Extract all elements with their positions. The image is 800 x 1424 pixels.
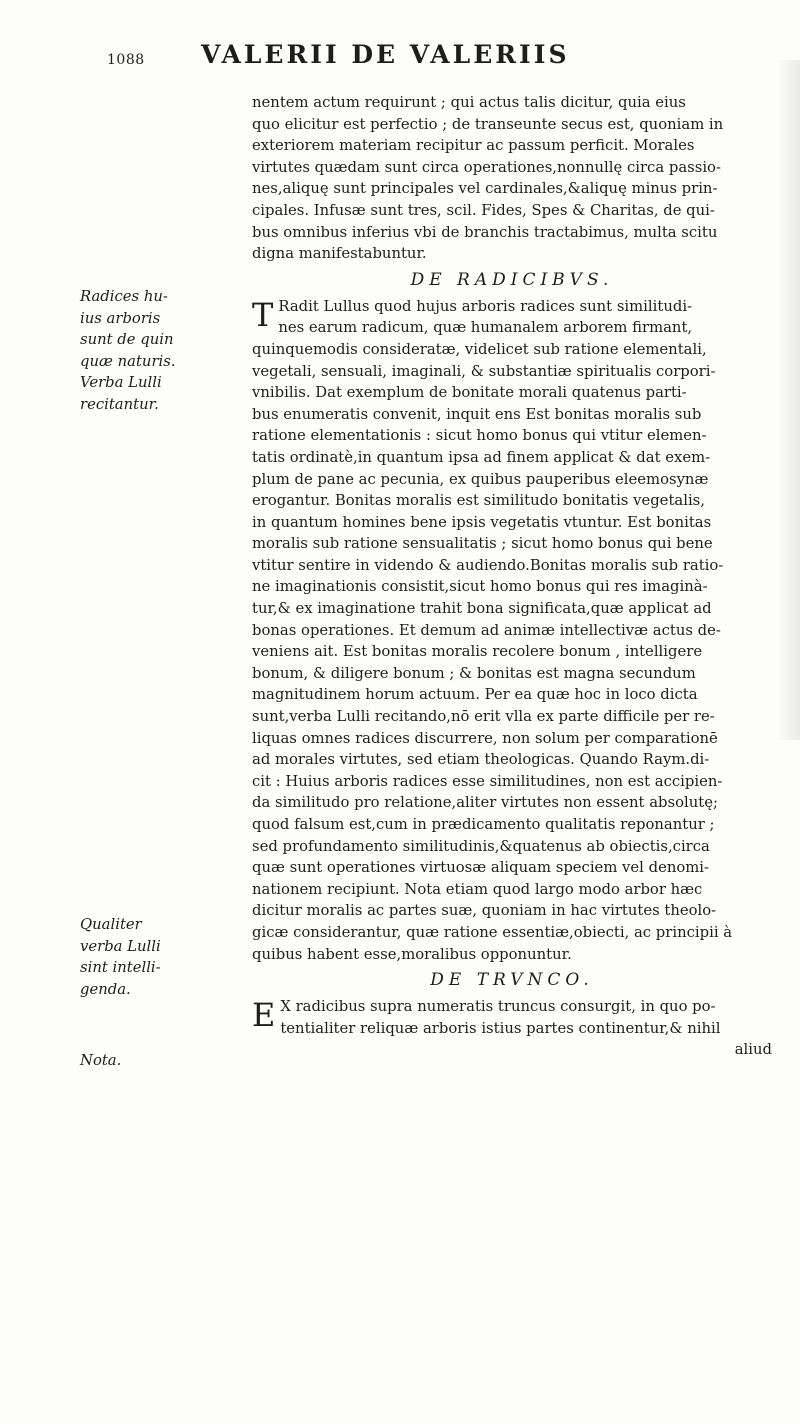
margin-note-radices: [80, 286, 248, 416]
margin-note-line: Verba Lulli: [80, 374, 162, 392]
text-line: tatis ordinatè,in quantum ipsa ad finem applicat & dat exem-: [252, 448, 711, 466]
margin-note-line: sunt de quin: [80, 331, 174, 349]
text-line: digna manifestabuntur.: [252, 245, 427, 263]
text-line: gicæ considerantur, quæ ratione essentiæ,obiecti, ac principii à: [252, 923, 733, 941]
margin-note-line: verba Lulli: [80, 937, 161, 955]
text-line: bus enumeratis convenit, inquit ens Est bonitas moralis sub: [252, 405, 702, 423]
text-line: bonas operationes. Et demum ad animæ intellectivæ actus de-: [252, 621, 721, 639]
text-line: bus omnibus inferius vbi de branchis tractabimus, multa scitu: [252, 223, 718, 241]
page-header: [0, 40, 800, 76]
text-line: dicitur moralis ac partes suæ, quoniam in hac virtutes theolo-: [252, 902, 717, 920]
text-line: tur,& ex imaginatione trahit bona significata,quæ applicat ad: [252, 600, 712, 618]
margin-note-line: quæ naturis.: [80, 352, 176, 370]
margin-note-qualiter: [80, 914, 248, 1000]
text-line: da similitudo pro relatione,aliter virtutes non essent absolutę;: [252, 794, 718, 812]
text-line: vtitur sentire in videndo & audiendo.Bonitas moralis sub ratio-: [252, 556, 724, 574]
page-number: 1088: [107, 52, 145, 68]
text-line: moralis sub ratione sensualitatis ; sicut homo bonus qui bene: [252, 535, 713, 553]
text-line: nentem actum requirunt ; qui actus talis dicitur, quia eius: [252, 94, 686, 111]
text-line: nes earum radicum, quæ humanalem arborem firmant,: [278, 319, 693, 337]
text-line: cit : Huius arboris radices esse similitudines, non est accipien-: [252, 772, 723, 790]
text-line: ratione elementationis : sicut homo bonus qui vtitur elemen-: [252, 427, 707, 445]
drop-cap: T: [252, 295, 274, 334]
text-line: aliud: [734, 1041, 772, 1059]
text-line: in quantum homines bene ipsis vegetatis vtuntur. Est bonitas: [252, 513, 712, 531]
text-line: erogantur. Bonitas moralis est similitudo bonitatis vegetalis,: [252, 492, 705, 510]
margin-note-line: Qualiter: [80, 916, 142, 933]
text-line: vegetali, sensuali, imaginali, & substantiæ spiritualis corpori-: [252, 362, 716, 380]
text-line: quæ sunt operationes virtuosæ aliquam speciem vel denomi-: [252, 859, 710, 877]
text-line: X radicibus supra numeratis truncus consurgit, in quo po-: [280, 998, 716, 1016]
text-line: bonum, & diligere bonum ; & bonitas est magna secundum: [252, 664, 696, 682]
text-line: nationem recipiunt. Nota etiam quod largo modo arbor hæc: [252, 880, 703, 898]
running-title: VALERII DE VALERIIS: [201, 40, 570, 69]
section-heading-trunco: DE TRVNCO.: [430, 970, 594, 991]
text-line: magnitudinem horum actuum. Per ea quæ hoc in loco dicta: [252, 686, 698, 704]
margin-note-nota: [80, 1050, 248, 1072]
text-line: ne imaginationis consistit,sicut homo bonus qui res imaginà-: [252, 578, 708, 596]
text-line: quibus habent esse,moralibus opponuntur.: [252, 945, 572, 963]
main-text-column: [252, 92, 772, 1061]
text-line: sunt,verba Lulli recitando,nō erit vlla ex parte difficile per re-: [252, 708, 715, 726]
margin-note-line: genda.: [80, 980, 131, 998]
text-line: exteriorem materiam recipitur ac passum perficit. Morales: [252, 137, 695, 155]
margin-note-line: Nota.: [80, 1052, 122, 1069]
text-line: veniens ait. Est bonitas moralis recolere bonum , intelligere: [252, 643, 703, 661]
margin-note-line: sint intelli-: [80, 959, 161, 977]
margin-note-line: recitantur.: [80, 395, 159, 413]
text-line: plum de pane ac pecunia, ex quibus pauperibus eleemosynæ: [252, 470, 709, 488]
text-line: quod falsum est,cum in prædicamento qualitatis reponantur ;: [252, 816, 715, 833]
text-line: Radit Lullus quod hujus arboris radices sunt similitudi-: [278, 297, 693, 315]
text-line: cipales. Infusæ sunt tres, scil. Fides, Spes & Charitas, de qui-: [252, 201, 715, 219]
text-line: quinquemodis consideratæ, videlicet sub ratione elementali,: [252, 340, 707, 358]
text-line: tentialiter reliquæ arboris istius partes continentur,& nihil: [280, 1019, 721, 1037]
margin-note-line: Radices hu-: [80, 288, 168, 305]
text-line: ad morales virtutes, sed etiam theologicas. Quando Raym.di-: [252, 751, 710, 769]
text-line: vnibilis. Dat exemplum de bonitate morali quatenus parti-: [252, 384, 687, 402]
margin-note-line: ius arboris: [80, 309, 161, 327]
paragraph-radicibus: [252, 296, 772, 965]
page-edge-shadow: [776, 60, 800, 740]
section-heading-radicibus: DE RADICIBVS.: [410, 269, 614, 290]
text-line: liquas omnes radices discurrere, non solum per comparationē: [252, 729, 718, 747]
text-line: quo elicitur est perfectio ; de transeunte secus est, quoniam in: [252, 115, 724, 133]
drop-cap: E: [252, 996, 276, 1035]
text-line: virtutes quædam sunt circa operationes,nonnullę circa passio-: [252, 158, 721, 176]
text-line: nes,aliquę sunt principales vel cardinales,&aliquę minus prin-: [252, 180, 718, 198]
paragraph-trunco: [252, 996, 772, 1061]
text-line: sed profundamento similitudinis,&quatenus ab obiectis,circa: [252, 837, 710, 855]
